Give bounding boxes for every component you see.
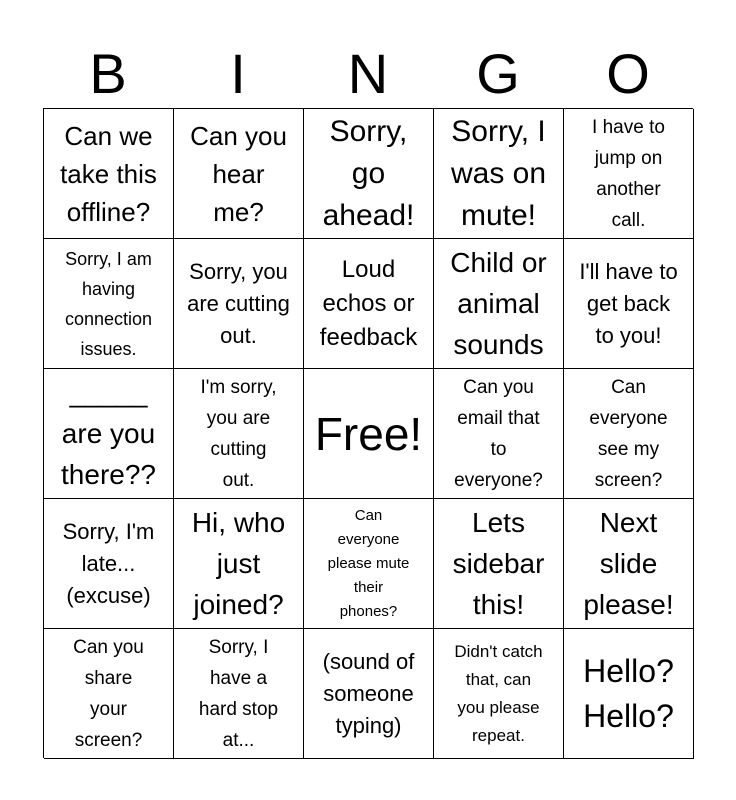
bingo-cell-r4-c2[interactable]	[174, 499, 304, 629]
cell-text: Can you hear me?	[190, 120, 287, 227]
bingo-cell-r1-c2[interactable]	[174, 109, 304, 239]
cell-text: Hello? Hello?	[583, 652, 674, 734]
free-space-text: Free!	[314, 407, 423, 460]
bingo-cell-r5-c2[interactable]	[174, 629, 304, 759]
bingo-cell-r3-c2[interactable]	[174, 369, 304, 499]
bingo-cell-r1-c1[interactable]	[44, 109, 174, 239]
bingo-cell-r1-c4[interactable]	[434, 109, 564, 239]
bingo-cell-r5-c5[interactable]	[564, 629, 694, 759]
bingo-cell-r2-c4[interactable]	[434, 239, 564, 369]
bingo-cell-r5-c3[interactable]	[304, 629, 434, 759]
cell-text: Can you email that to everyone?	[454, 376, 543, 491]
bingo-cell-free[interactable]	[304, 369, 434, 499]
cell-text: Loud echos or feedback	[319, 255, 418, 351]
cell-text: Sorry, I was on mute!	[450, 114, 547, 232]
bingo-cell-r4-c4[interactable]	[434, 499, 564, 629]
cell-text: Can we take this offline?	[60, 120, 157, 227]
bingo-cell-r5-c4[interactable]	[434, 629, 564, 759]
bingo-cell-r3-c4[interactable]	[434, 369, 564, 499]
cell-text: (sound of someone typing)	[322, 648, 415, 738]
cell-text: I'm sorry, you are cutting out.	[200, 376, 277, 491]
bingo-cell-r5-c1[interactable]	[44, 629, 174, 759]
bingo-cell-r3-c5[interactable]	[564, 369, 694, 499]
bingo-cell-r1-c5[interactable]	[564, 109, 694, 239]
cell-text: Child or animal sounds	[450, 247, 547, 360]
bingo-header	[43, 40, 693, 108]
cell-text: Sorry, I have a hard stop at...	[198, 636, 279, 751]
cell-text: Hi, who just joined?	[191, 507, 286, 620]
bingo-cell-r2-c1[interactable]	[44, 239, 174, 369]
header-letter-o: O	[606, 42, 650, 105]
cell-text: Sorry, go ahead!	[322, 114, 415, 232]
cell-text: I'll have to get back to you!	[579, 258, 678, 348]
cell-text: Sorry, I am having connection issues.	[64, 248, 153, 359]
cell-text: Didn't catch that, can you please repeat.	[454, 641, 543, 745]
header-letter-n: N	[347, 42, 389, 105]
header-letter-b: B	[89, 42, 127, 105]
bingo-cell-r2-c5[interactable]	[564, 239, 694, 369]
bingo-cell-r4-c3[interactable]	[304, 499, 434, 629]
cell-text: Next slide please!	[583, 507, 674, 620]
bingo-cell-r1-c3[interactable]	[304, 109, 434, 239]
header-letter-i: I	[230, 42, 246, 105]
cell-text: I have to jump on another call.	[592, 116, 665, 231]
cell-text: Sorry, I'm late... (excuse)	[62, 518, 155, 608]
cell-text: _____ are you there??	[61, 377, 156, 490]
cell-text: Lets sidebar this!	[452, 507, 545, 620]
bingo-board	[43, 108, 693, 758]
bingo-cell-r4-c5[interactable]	[564, 499, 694, 629]
header-letter-g: G	[476, 42, 520, 105]
cell-text: Can you share your screen?	[73, 636, 144, 751]
bingo-cell-r4-c1[interactable]	[44, 499, 174, 629]
cell-text: Can everyone see my screen?	[589, 376, 668, 491]
cell-text: Sorry, you are cutting out.	[187, 258, 290, 348]
cell-text: Can everyone please mute their phones?	[327, 506, 410, 620]
bingo-cell-r2-c2[interactable]	[174, 239, 304, 369]
bingo-cell-r3-c1[interactable]	[44, 369, 174, 499]
bingo-cell-r2-c3[interactable]	[304, 239, 434, 369]
